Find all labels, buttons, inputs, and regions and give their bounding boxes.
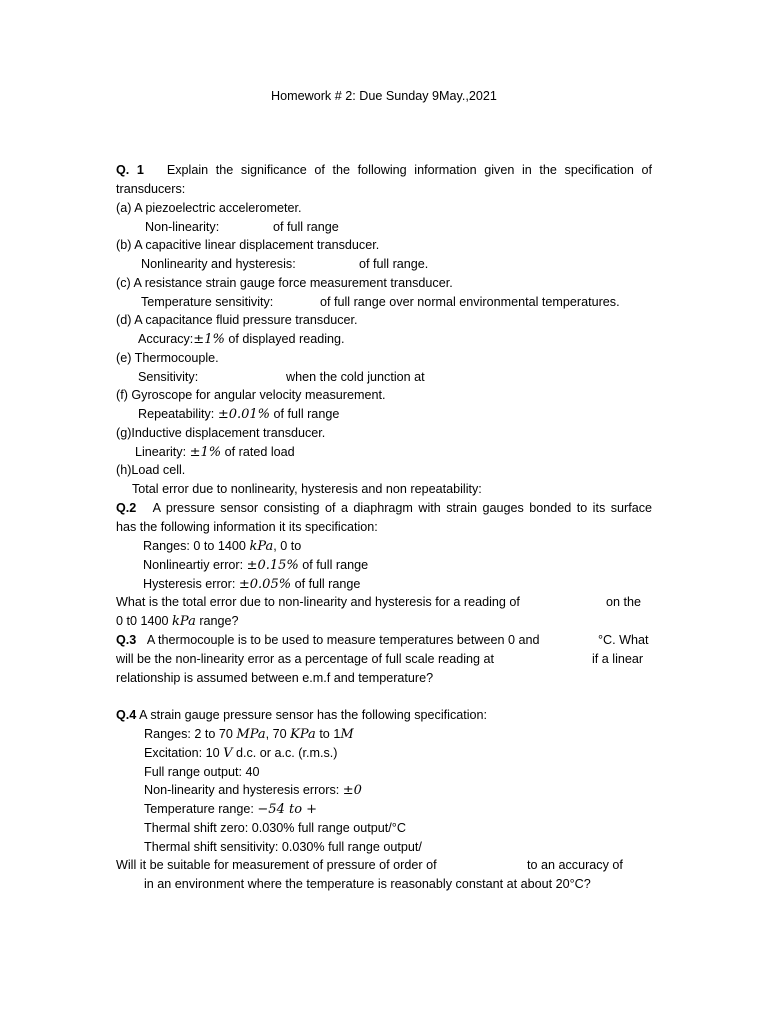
q1-a-spec-tail: of full range	[273, 220, 339, 234]
q1-number: Q. 1	[116, 163, 144, 177]
q1-b-title: (b) A capacitive linear displacement transducer.	[116, 238, 380, 252]
q2-hysteresis: Hysteresis error: ±0.05% of full range	[143, 577, 361, 592]
q2-intro-line2: has the following information it its specification:	[116, 520, 378, 534]
q1-g-spec: Linearity: ±1% of rated load	[135, 445, 295, 460]
q2-question-line1: What is the total error due to non-linearity and hysteresis for a reading of	[116, 595, 520, 609]
q3-line1: Q.3 A thermocouple is to be used to measure temperatures between 0 and	[116, 633, 540, 647]
q2-nonlinearity: Nonlineartiy error: ±0.15% of full range	[143, 558, 369, 573]
q1-d-title: (d) A capacitance fluid pressure transducer.	[116, 313, 358, 327]
q4-temperature-range: Temperature range: −54 to +	[144, 802, 318, 817]
q1-f-title: (f) Gyroscope for angular velocity measurement.	[116, 388, 386, 402]
q1-intro-line2: transducers:	[116, 182, 186, 196]
q4-shift-sensitivity: Thermal shift sensitivity: 0.030% full range output/	[144, 840, 422, 854]
q4-shift-zero: Thermal shift zero: 0.030% full range output/°C	[144, 821, 406, 835]
q1-d-spec: Accuracy:±1% of displayed reading.	[138, 332, 345, 347]
q1-intro-line1: Q. 1 Explain the significance of the following information given in the specification of	[116, 163, 652, 177]
q1-b-spec: Nonlinearity and hysteresis:	[141, 257, 296, 271]
q2-intro-line1: Q.2 A pressure sensor consisting of a diaphragm with strain gauges bonded to its surface	[116, 501, 652, 515]
q4-question-line2: in an environment where the temperature is reasonably constant at about 20°C?	[144, 877, 591, 891]
q1-f-math: ±0.01%	[217, 407, 271, 422]
q1-c-spec-tail: of full range over normal environmental temperatures.	[320, 295, 620, 309]
q1-e-title: (e) Thermocouple.	[116, 351, 219, 365]
q4-question-line1-tail: to an accuracy of	[527, 858, 623, 872]
page-title: Homework # 2: Due Sunday 9May.,2021	[271, 89, 497, 103]
q1-a-title: (a) A piezoelectric accelerometer.	[116, 201, 302, 215]
q1-a-spec: Non-linearity:	[145, 220, 220, 234]
q1-e-spec: Sensitivity:	[138, 370, 199, 384]
q4-intro: Q.4 A strain gauge pressure sensor has the following specification:	[116, 708, 488, 722]
q4-number: Q.4	[116, 708, 137, 722]
q1-e-spec-tail: when the cold junction at	[286, 370, 425, 384]
q4-excitation: Excitation: 10 V d.c. or a.c. (r.m.s.)	[144, 746, 338, 761]
q2-number: Q.2	[116, 501, 137, 515]
q1-g-title: (g)Inductive displacement transducer.	[116, 426, 326, 440]
q4-output: Full range output: 40	[144, 765, 260, 779]
q3-line2: will be the non-linearity error as a percentage of full scale reading at	[116, 652, 495, 666]
q1-h-title: (h)Load cell.	[116, 463, 186, 477]
q3-number: Q.3	[116, 633, 137, 647]
q1-c-title: (c) A resistance strain gauge force measurement transducer.	[116, 276, 453, 290]
q1-h-spec: Total error due to nonlinearity, hysteresis and non repeatability:	[132, 482, 482, 496]
q3-line1-tail: °C. What	[598, 633, 649, 647]
q3-line3: relationship is assumed between e.m.f and temperature?	[116, 671, 434, 685]
q4-ranges: Ranges: 2 to 70 MPa, 70 KPa to 1M	[144, 727, 354, 742]
q2-ranges: Ranges: 0 to 1400 kPa, 0 to	[143, 539, 302, 554]
q2-question-line1-tail: on the	[606, 595, 642, 609]
q4-question-line1: Will it be suitable for measurement of pressure of order of	[116, 858, 437, 872]
q1-g-math: ±1%	[189, 445, 222, 460]
q1-c-spec: Temperature sensitivity:	[141, 295, 274, 309]
q1-d-math: ±1%	[193, 332, 225, 347]
q4-errors: Non-linearity and hysteresis errors: ±0	[144, 783, 362, 798]
q3-line2-tail: if a linear	[592, 652, 644, 666]
q2-question-line2: 0 t0 1400 kPa range?	[116, 614, 239, 629]
q1-f-spec: Repeatability: ±0.01% of full range	[138, 407, 340, 422]
q1-b-spec-tail: of full range.	[359, 257, 429, 271]
